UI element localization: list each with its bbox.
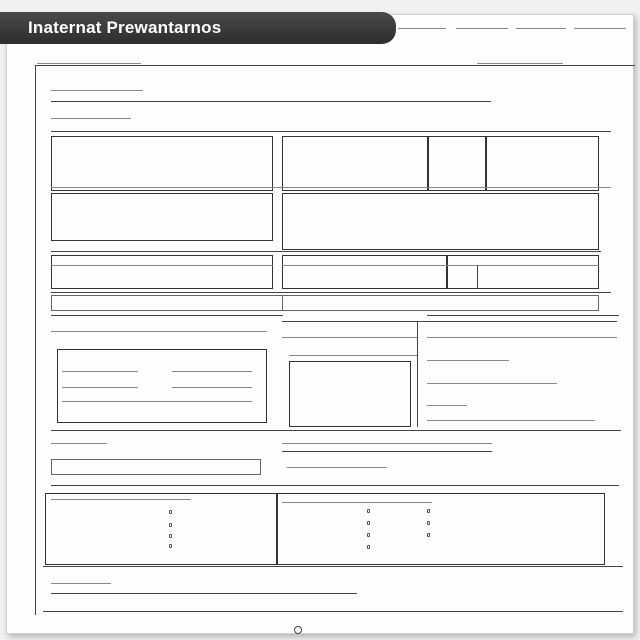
section-rule xyxy=(51,315,283,316)
field-line xyxy=(289,355,417,356)
field-line xyxy=(172,387,252,388)
field-line xyxy=(51,265,273,266)
column-divider xyxy=(417,321,418,427)
header-fragment xyxy=(516,28,566,29)
field-divider xyxy=(477,265,478,289)
checklist-box[interactable] xyxy=(289,361,411,427)
section-rule xyxy=(51,131,611,132)
checkbox[interactable] xyxy=(427,533,430,537)
field-line xyxy=(282,502,432,503)
header-rule xyxy=(35,65,635,66)
section-rule xyxy=(282,321,617,322)
left-margin-rule xyxy=(35,65,36,615)
field-line xyxy=(51,443,107,444)
field-line xyxy=(427,360,509,361)
section-rule xyxy=(43,611,623,612)
field-line xyxy=(51,583,111,584)
field-line xyxy=(282,443,492,444)
section-rule xyxy=(51,251,601,252)
checkbox[interactable] xyxy=(169,523,172,527)
field-line xyxy=(427,383,557,384)
entry-strip-3[interactable] xyxy=(51,459,261,475)
header-fragment xyxy=(456,28,508,29)
field-line xyxy=(447,265,599,266)
checkbox[interactable] xyxy=(427,521,430,525)
options-box-1[interactable] xyxy=(45,493,277,565)
field-line xyxy=(51,593,357,594)
worksheet-box[interactable] xyxy=(57,349,267,423)
info-box-4[interactable] xyxy=(486,136,599,191)
field-line xyxy=(282,451,492,452)
section-rule xyxy=(43,566,623,567)
options-box-2[interactable] xyxy=(277,493,605,565)
entry-box-1[interactable] xyxy=(51,255,273,289)
checkbox[interactable] xyxy=(169,544,172,548)
entry-strip-2[interactable] xyxy=(282,295,599,311)
entry-box-2[interactable] xyxy=(282,255,447,289)
entry-strip-1[interactable] xyxy=(51,295,283,311)
details-box-2[interactable] xyxy=(282,193,599,250)
info-box-1[interactable] xyxy=(51,136,273,191)
section-rule xyxy=(51,187,611,188)
checkbox[interactable] xyxy=(367,545,370,549)
info-box-2[interactable] xyxy=(282,136,428,191)
field-line xyxy=(51,499,191,500)
checkbox[interactable] xyxy=(169,510,172,514)
field-line[interactable] xyxy=(51,90,143,91)
checkbox[interactable] xyxy=(169,534,172,538)
header-field-right xyxy=(477,63,563,64)
field-line xyxy=(282,337,417,338)
field-line xyxy=(62,401,252,402)
field-line xyxy=(427,420,595,421)
section-rule xyxy=(427,315,619,316)
header-fragment xyxy=(398,28,446,29)
checkbox[interactable] xyxy=(367,521,370,525)
field-line xyxy=(427,337,617,338)
form-sheet xyxy=(6,14,634,634)
field-line xyxy=(287,467,387,468)
section-rule xyxy=(51,430,621,431)
field-line xyxy=(62,371,138,372)
field-line xyxy=(62,387,138,388)
form-title: Inaternat Prewantarnos xyxy=(28,18,222,37)
info-box-3[interactable] xyxy=(428,136,486,191)
header-fragment xyxy=(574,28,626,29)
section-rule xyxy=(51,292,611,293)
field-line[interactable] xyxy=(51,101,491,102)
field-line xyxy=(51,331,267,332)
checkbox[interactable] xyxy=(427,509,430,513)
footer-page-mark-icon xyxy=(294,626,302,634)
field-line[interactable] xyxy=(51,118,131,119)
field-line xyxy=(172,371,252,372)
checkbox[interactable] xyxy=(367,533,370,537)
header-field-left xyxy=(37,63,141,64)
field-line xyxy=(282,265,447,266)
checkbox[interactable] xyxy=(367,509,370,513)
section-rule xyxy=(51,485,619,486)
field-line xyxy=(427,405,467,406)
form-title-tab xyxy=(0,12,396,44)
entry-box-3[interactable] xyxy=(447,255,599,289)
details-box-1[interactable] xyxy=(51,193,273,241)
